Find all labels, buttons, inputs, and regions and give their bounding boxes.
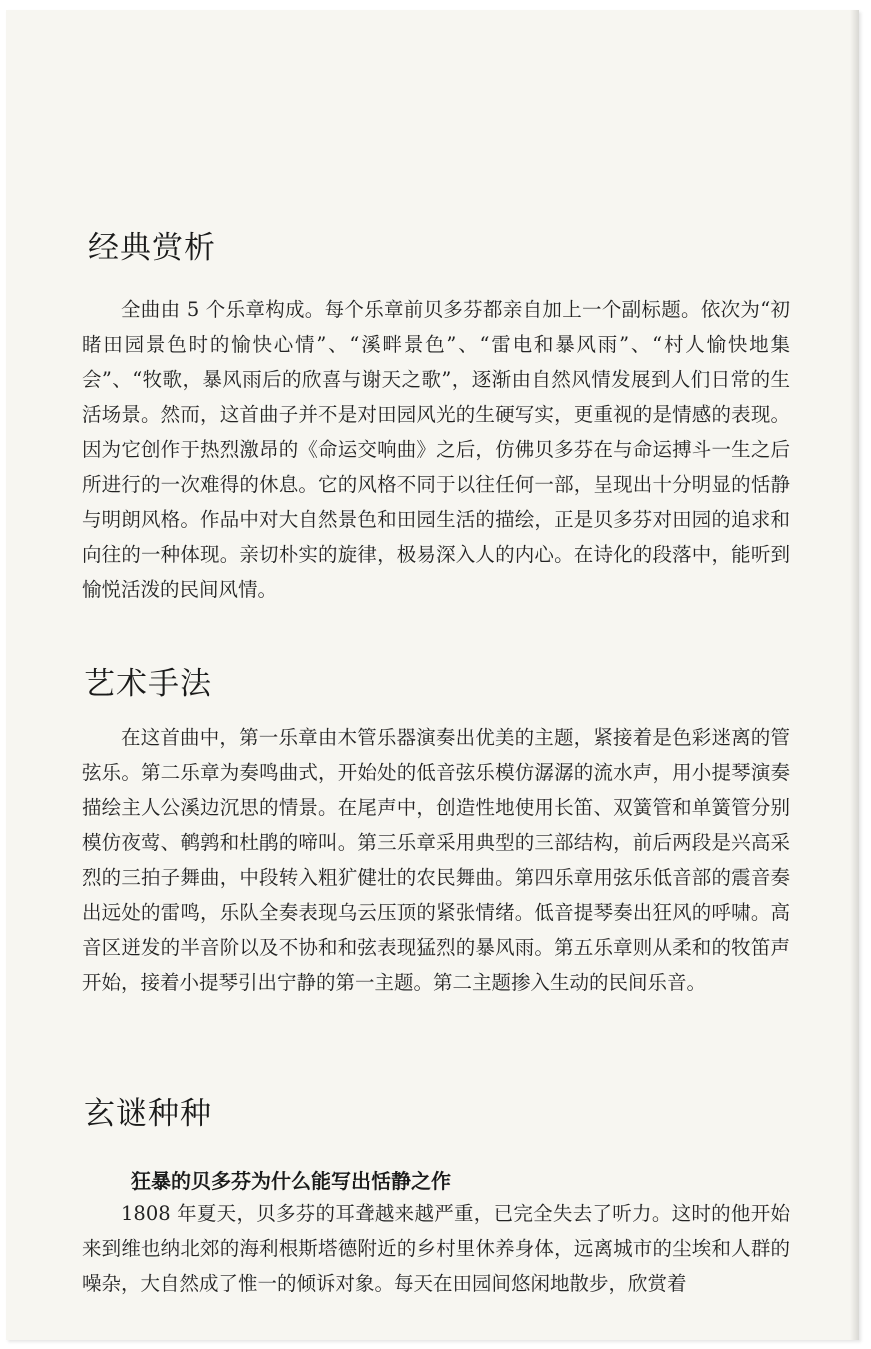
section-title-mysteries: 玄谜种种 (84, 1096, 212, 1132)
section-title-appreciation: 经典赏析 (88, 230, 216, 266)
paragraph-mysteries: 1808 年夏天，贝多芬的耳聋越来越严重，已完全失去了听力。这时的他开始来到维也纳北郊的海利根斯塔德附近的乡村里休养身体，远离城市的尘埃和人群的噪杂，大自然成了惟一的倾诉对象。每天在田园间悠闲地散步，欣赏着 (82, 1202, 790, 1295)
section-title-technique: 艺术手法 (84, 666, 212, 702)
paragraph-technique: 在这首曲中，第一乐章由木管乐器演奏出优美的主题，紧接着是色彩迷离的管弦乐。第二乐章为奏鸣曲式，开始处的低音弦乐模仿潺潺的流水声，用小提琴演奏描绘主人公溪边沉思的情景。在尾声中，创造性地使用长笛、双簧管和单簧管分别模仿夜莺、鹌鹑和杜鹃的啼叫。第三乐章采用典型的三部结构，前后两段是兴高采烈的三拍子舞曲，中段转入粗犷健壮的农民舞曲。第四乐章用弦乐低音部的震音奏出远处的雷鸣，乐队全奏表现乌云压顶的紧张情绪。低音提琴奏出狂风的呼啸。高音区迸发的半音阶以及不协和和弦表现猛烈的暴风雨。第五乐章则从柔和的牧笛声开始，接着小提琴引出宁静的第一主题。第二主题掺入生动的民间乐音。 (82, 726, 790, 994)
subsection-title: 狂暴的贝多芬为什么能写出恬静之作 (131, 1169, 451, 1193)
book-page (6, 10, 859, 1340)
paragraph-appreciation: 全曲由 5 个乐章构成。每个乐章前贝多芬都亲自加上一个副标题。依次为“初睹田园景色时的愉快心情”、“溪畔景色”、“雷电和暴风雨”、“村人愉快地集会”、“牧歌，暴风雨后的欣喜与谢天之歌”，逐渐由自然风情发展到人们日常的生活场景。然而，这首曲子并不是对田园风光的生硬写实，更重视的是情感的表现。因为它创作于热烈激昂的《命运交响曲》之后，仿佛贝多芬在与命运搏斗一生之后所进行的一次难得的休息。它的风格不同于以往任何一部，呈现出十分明显的恬静与明朗风格。作品中对大自然景色和田园生活的描绘，正是贝多芬对田园的追求和向往的一种体现。亲切朴实的旋律，极易深入人的内心。在诗化的段落中，能听到愉悦活泼的民间风情。 (82, 298, 790, 601)
